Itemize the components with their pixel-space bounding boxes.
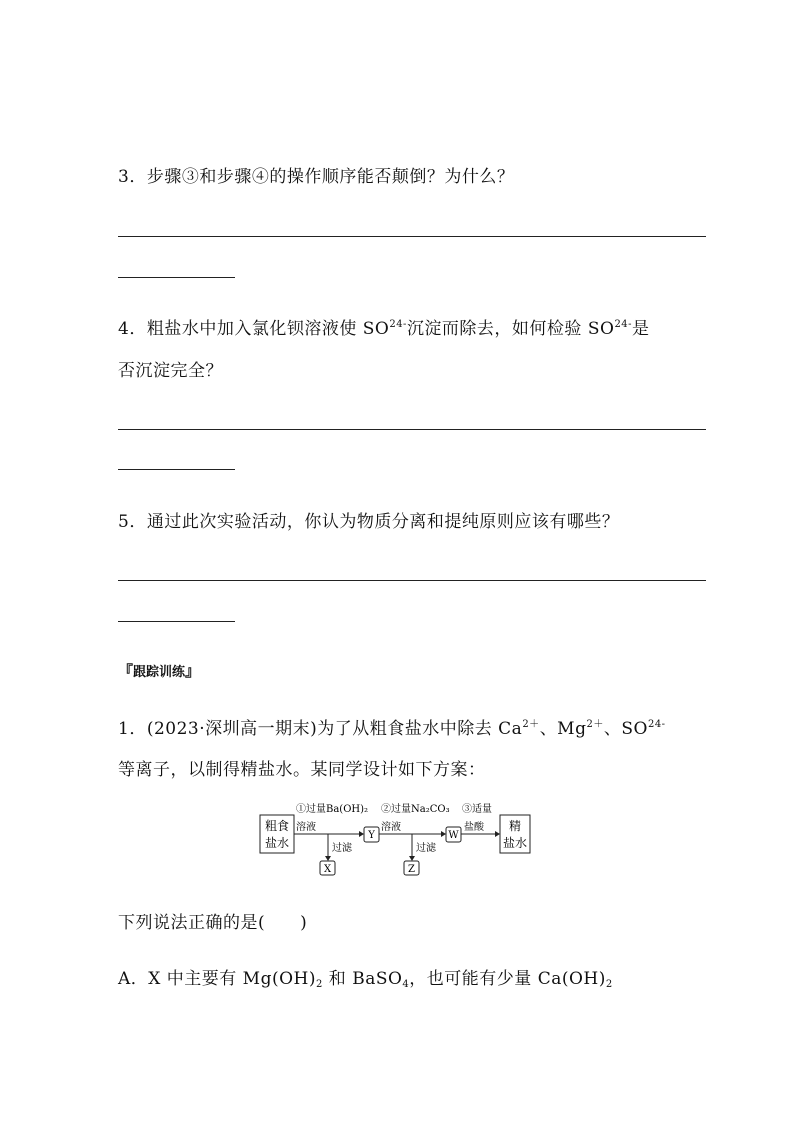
filter-2-label: 过滤	[416, 843, 436, 854]
arrow-3-head	[495, 831, 500, 837]
start-label-line2: 盐水	[264, 836, 290, 850]
purification-flow-diagram	[258, 800, 538, 878]
answer-line-short	[118, 469, 235, 470]
sulfate-charge: 24-	[647, 719, 666, 730]
option-a-text: A．X 中主要有 Mg(OH)	[118, 969, 317, 989]
question-text: 步骤③和步骤④的操作顺序能否颠倒？为什么？	[146, 167, 515, 187]
problem-1	[118, 714, 666, 739]
sulfate-charge: 24-	[389, 319, 407, 330]
step-1-reagent: ①过量Ba(OH)₂	[296, 804, 369, 815]
answer-line	[118, 236, 706, 237]
end-label-line2: 盐水	[502, 836, 528, 850]
z-label: Z	[408, 864, 415, 875]
section-heading	[118, 660, 200, 681]
answer-line-short	[118, 277, 235, 278]
question-stem: 下列说法正确的是( )	[118, 913, 308, 933]
calcium-charge: 2＋	[522, 719, 540, 730]
filter-1-arrowhead	[325, 856, 331, 861]
problem-text-part: (2023·深圳高一期末)为了从粗食盐水中除去 Ca	[146, 719, 523, 739]
problem-number: 1．	[118, 719, 147, 739]
question-text-part: 沉淀而除去，如何检验 SO	[406, 319, 615, 339]
problem-text-part: 、Mg	[539, 719, 587, 739]
section-label: 跟踪训练	[133, 665, 186, 680]
question-4-line2: 否沉淀完全？	[118, 361, 223, 381]
filter-2-arrowhead	[409, 856, 415, 861]
arrow-1-head	[359, 831, 364, 837]
problem-1-line2: 等离子，以制得精盐水。某同学设计如下方案：	[118, 760, 486, 780]
start-label-line1: 粗食	[264, 819, 290, 833]
subscript: 2	[316, 979, 323, 990]
question-5	[118, 507, 619, 532]
question-number: 3．	[118, 167, 147, 187]
subscript: 2	[605, 979, 613, 990]
answer-line	[118, 580, 706, 581]
bracket-close: 』	[185, 662, 201, 680]
question-text: 通过此次实验活动，你认为物质分离和提纯原则应该有哪些？	[146, 512, 620, 532]
step-3-reagent: ③适量	[462, 804, 492, 815]
bracket-open: 『	[118, 662, 134, 680]
question-number: 4．	[118, 319, 147, 339]
step-3-reagent-form: 盐酸	[464, 822, 484, 833]
subscript: 4	[402, 979, 410, 990]
w-label: W	[448, 830, 459, 841]
problem-text-part: 、SO	[603, 719, 648, 739]
end-label-line1: 精	[508, 819, 522, 833]
question-3	[118, 162, 514, 187]
sulfate-charge: 24-	[614, 319, 633, 330]
step-2-reagent: ②过量Na₂CO₃	[381, 804, 450, 815]
answer-line-short	[118, 621, 235, 622]
question-text-part: 粗盐水中加入氯化钡溶液使 SO	[146, 319, 390, 339]
option-a-text: ，也可能有少量 Ca(OH)	[409, 969, 606, 989]
question-number: 5．	[118, 512, 147, 532]
magnesium-charge: 2＋	[586, 719, 604, 730]
question-4	[118, 314, 650, 339]
question-text-part: 是	[632, 319, 650, 339]
option-a	[118, 964, 613, 989]
arrow-2-head	[441, 831, 446, 837]
x-label: X	[323, 864, 332, 875]
y-label: Y	[368, 830, 375, 841]
filter-1-label: 过滤	[332, 843, 352, 854]
option-a-text: 和 BaSO	[322, 969, 403, 989]
step-1-reagent-form: 溶液	[296, 822, 316, 833]
step-2-reagent-form: 溶液	[381, 822, 401, 833]
answer-line	[118, 429, 706, 430]
